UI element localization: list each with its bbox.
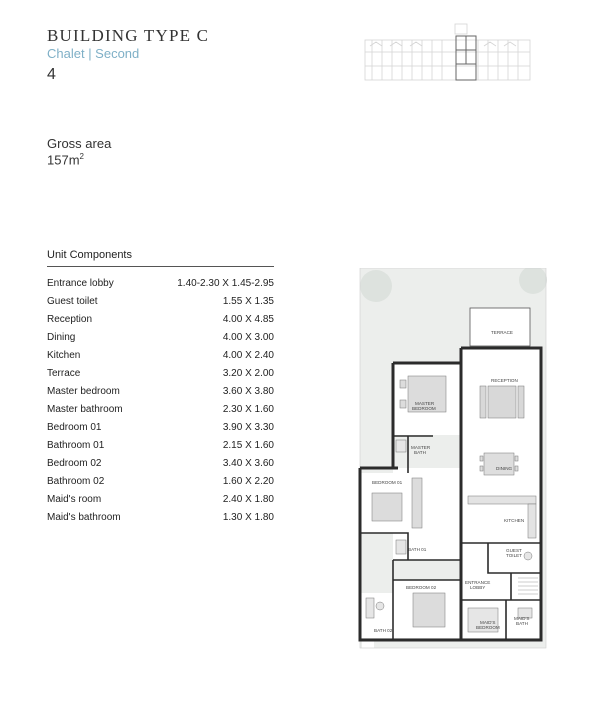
component-row	[47, 295, 274, 313]
component-name: Bathroom 01	[47, 440, 105, 451]
component-row	[47, 475, 274, 493]
component-row	[47, 385, 274, 403]
component-dimensions: 3.90 X 3.30	[222, 422, 274, 433]
component-name: Reception	[47, 314, 93, 325]
unit-number: 4	[47, 66, 56, 83]
component-row	[47, 403, 274, 421]
unit-components-divider	[47, 266, 274, 267]
component-row	[47, 331, 274, 349]
component-row	[47, 349, 274, 367]
component-name: Master bedroom	[47, 386, 120, 397]
component-name: Guest toilet	[47, 296, 98, 307]
unit-components-list	[47, 277, 274, 529]
component-row	[47, 421, 274, 439]
label-master-bath-line2: BATH	[414, 450, 426, 455]
label-dining: DINING	[496, 466, 513, 471]
unit-components-title: Unit Components	[47, 249, 132, 261]
component-dimensions: 3.60 X 3.80	[222, 386, 274, 397]
building-type-title: BUILDING TYPE C	[47, 26, 210, 45]
component-row	[47, 439, 274, 457]
component-row	[47, 493, 274, 511]
label-maids-bedroom-line2: BEDROOM	[476, 625, 500, 630]
label-master-bedroom-line2: BEDROOM	[412, 406, 436, 411]
label-maids-bath-line2: BATH	[516, 621, 528, 626]
label-maids-bedroom-line1: MAID'S	[480, 620, 496, 625]
key-plan-thumbnail	[360, 22, 535, 88]
gross-area-label: Gross area	[47, 136, 112, 151]
component-dimensions: 1.60 X 2.20	[222, 476, 274, 487]
label-terrace: TERRACE	[491, 330, 513, 335]
gross-area-number: 157m	[47, 152, 80, 168]
label-entrance-lobby-line1: ENTRANCE	[465, 580, 491, 585]
component-name: Bathroom 02	[47, 476, 105, 487]
floor-plan	[358, 268, 548, 718]
component-dimensions: 2.15 X 1.60	[222, 440, 274, 451]
component-dimensions: 2.30 X 1.60	[222, 404, 274, 415]
unit-subtitle: Chalet | Second	[47, 46, 140, 61]
component-row	[47, 277, 274, 295]
component-dimensions: 4.00 X 4.85	[222, 314, 274, 325]
component-name: Entrance lobby	[47, 278, 114, 289]
component-dimensions: 3.20 X 2.00	[222, 368, 274, 379]
component-name: Maid's room	[47, 494, 102, 505]
component-row	[47, 457, 274, 475]
component-dimensions: 4.00 X 2.40	[222, 350, 274, 361]
label-bath-01: BATH 01	[408, 547, 427, 552]
label-guest-toilet-line2: TOILET	[506, 553, 522, 558]
label-maids-bath-line1: MAID'S	[514, 616, 530, 621]
component-name: Kitchen	[47, 350, 81, 361]
component-dimensions: 1.55 X 1.35	[222, 296, 274, 307]
label-master-bath-line1: MASTER	[411, 445, 431, 450]
label-guest-toilet-line1: GUEST	[506, 548, 522, 553]
label-bedroom-02: BEDROOM 02	[406, 585, 437, 590]
label-bath-02: BATH 02	[374, 628, 393, 633]
component-dimensions: 1.30 X 1.80	[222, 512, 274, 523]
component-name: Maid's bathroom	[47, 512, 121, 523]
label-reception: RECEPTION	[491, 378, 518, 383]
gross-area-unit-superscript: 2	[79, 152, 84, 161]
label-entrance-lobby-line2: LOBBY	[470, 585, 486, 590]
component-dimensions: 3.40 X 3.60	[222, 458, 274, 469]
component-row	[47, 367, 274, 385]
component-name: Bedroom 01	[47, 422, 102, 433]
component-name: Dining	[47, 332, 76, 343]
component-name: Bedroom 02	[47, 458, 102, 469]
label-kitchen: KITCHEN	[504, 518, 525, 523]
component-name: Master bathroom	[47, 404, 123, 415]
label-bedroom-01: BEDROOM 01	[372, 480, 403, 485]
component-row	[47, 511, 274, 529]
component-dimensions: 1.40-2.30 X 1.45-2.95	[177, 278, 274, 289]
label-master-bedroom-line1: MASTER	[415, 401, 435, 406]
component-dimensions: 2.40 X 1.80	[222, 494, 274, 505]
component-name: Terrace	[47, 368, 81, 379]
component-dimensions: 4.00 X 3.00	[222, 332, 274, 343]
component-row	[47, 313, 274, 331]
gross-area-value	[47, 152, 84, 167]
